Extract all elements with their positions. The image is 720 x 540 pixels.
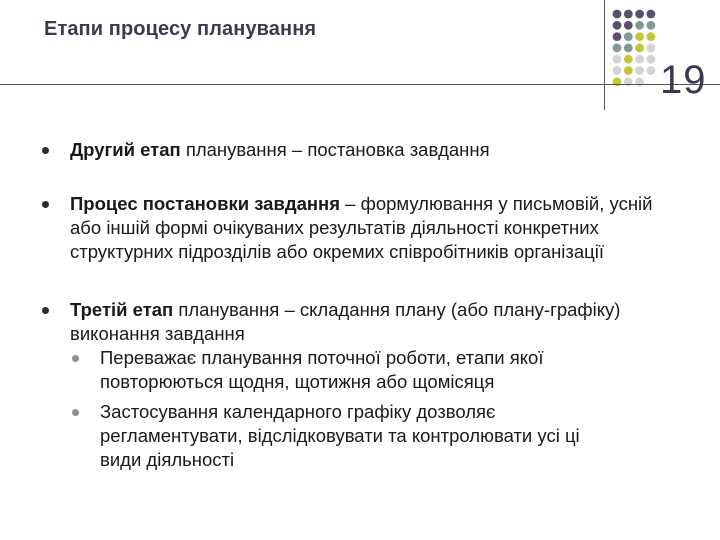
decor-dot — [624, 55, 633, 64]
decor-dot — [624, 32, 633, 41]
decor-dot — [635, 66, 644, 75]
horizontal-divider — [0, 84, 720, 85]
decor-dot — [647, 66, 656, 75]
sub-item-text: Застосування календарного графіку дозволяє регламентувати, відслідковувати та контролювати усі ці види діяльності — [100, 401, 580, 470]
decor-dot — [624, 10, 633, 19]
item-bold: Процес постановки завдання — [70, 193, 341, 214]
sub-list-item — [70, 400, 590, 472]
decor-dot — [647, 44, 656, 53]
slide-title: Етапи процесу планування — [44, 18, 317, 40]
decor-dot — [613, 10, 622, 19]
sub-list — [70, 346, 590, 472]
item-bold: Другий етап — [70, 139, 181, 160]
sub-list-item — [70, 346, 590, 394]
item-bold: Третій етап — [70, 299, 174, 320]
decor-dot — [635, 21, 644, 30]
decor-dot — [613, 55, 622, 64]
decorative-dot-grid — [0, 0, 720, 110]
sub-item-text: Переважає планування поточної роботи, етапи якої повторюються щодня, щотижня або щомісяця — [100, 347, 544, 392]
decor-dot — [624, 21, 633, 30]
item-text: планування – складання плану (або плану-графіку) виконання завдання — [70, 299, 621, 344]
vertical-divider — [604, 0, 605, 110]
decor-dot — [647, 10, 656, 19]
bullet-icon — [42, 201, 49, 208]
slide-content — [40, 138, 680, 502]
item-text: планування – постановка завдання — [180, 139, 490, 160]
decor-dot — [635, 10, 644, 19]
bullet-icon — [42, 307, 49, 314]
decor-dot — [613, 66, 622, 75]
decor-dot — [624, 66, 633, 75]
decor-dot — [647, 55, 656, 64]
item-text: – формулювання у письмовій, усній або іншій формі очікуваних результатів діяльності конкретних структурних підрозділів або окремих співробітників організації — [70, 193, 653, 262]
decor-dot — [613, 44, 622, 53]
slide-number: 19 — [660, 58, 707, 102]
decor-dot — [624, 44, 633, 53]
sub-bullet-icon — [72, 355, 79, 362]
list-item-task-setting — [40, 192, 670, 264]
list-item-second-stage — [40, 138, 680, 162]
list-item-third-stage — [40, 298, 710, 472]
bullet-icon — [42, 147, 49, 154]
decor-dot — [613, 21, 622, 30]
decor-dot — [635, 32, 644, 41]
decor-dot — [635, 44, 644, 53]
decor-dot — [635, 55, 644, 64]
sub-bullet-icon — [72, 409, 79, 416]
decor-dot — [647, 21, 656, 30]
decor-dot — [647, 32, 656, 41]
decor-dot — [613, 32, 622, 41]
